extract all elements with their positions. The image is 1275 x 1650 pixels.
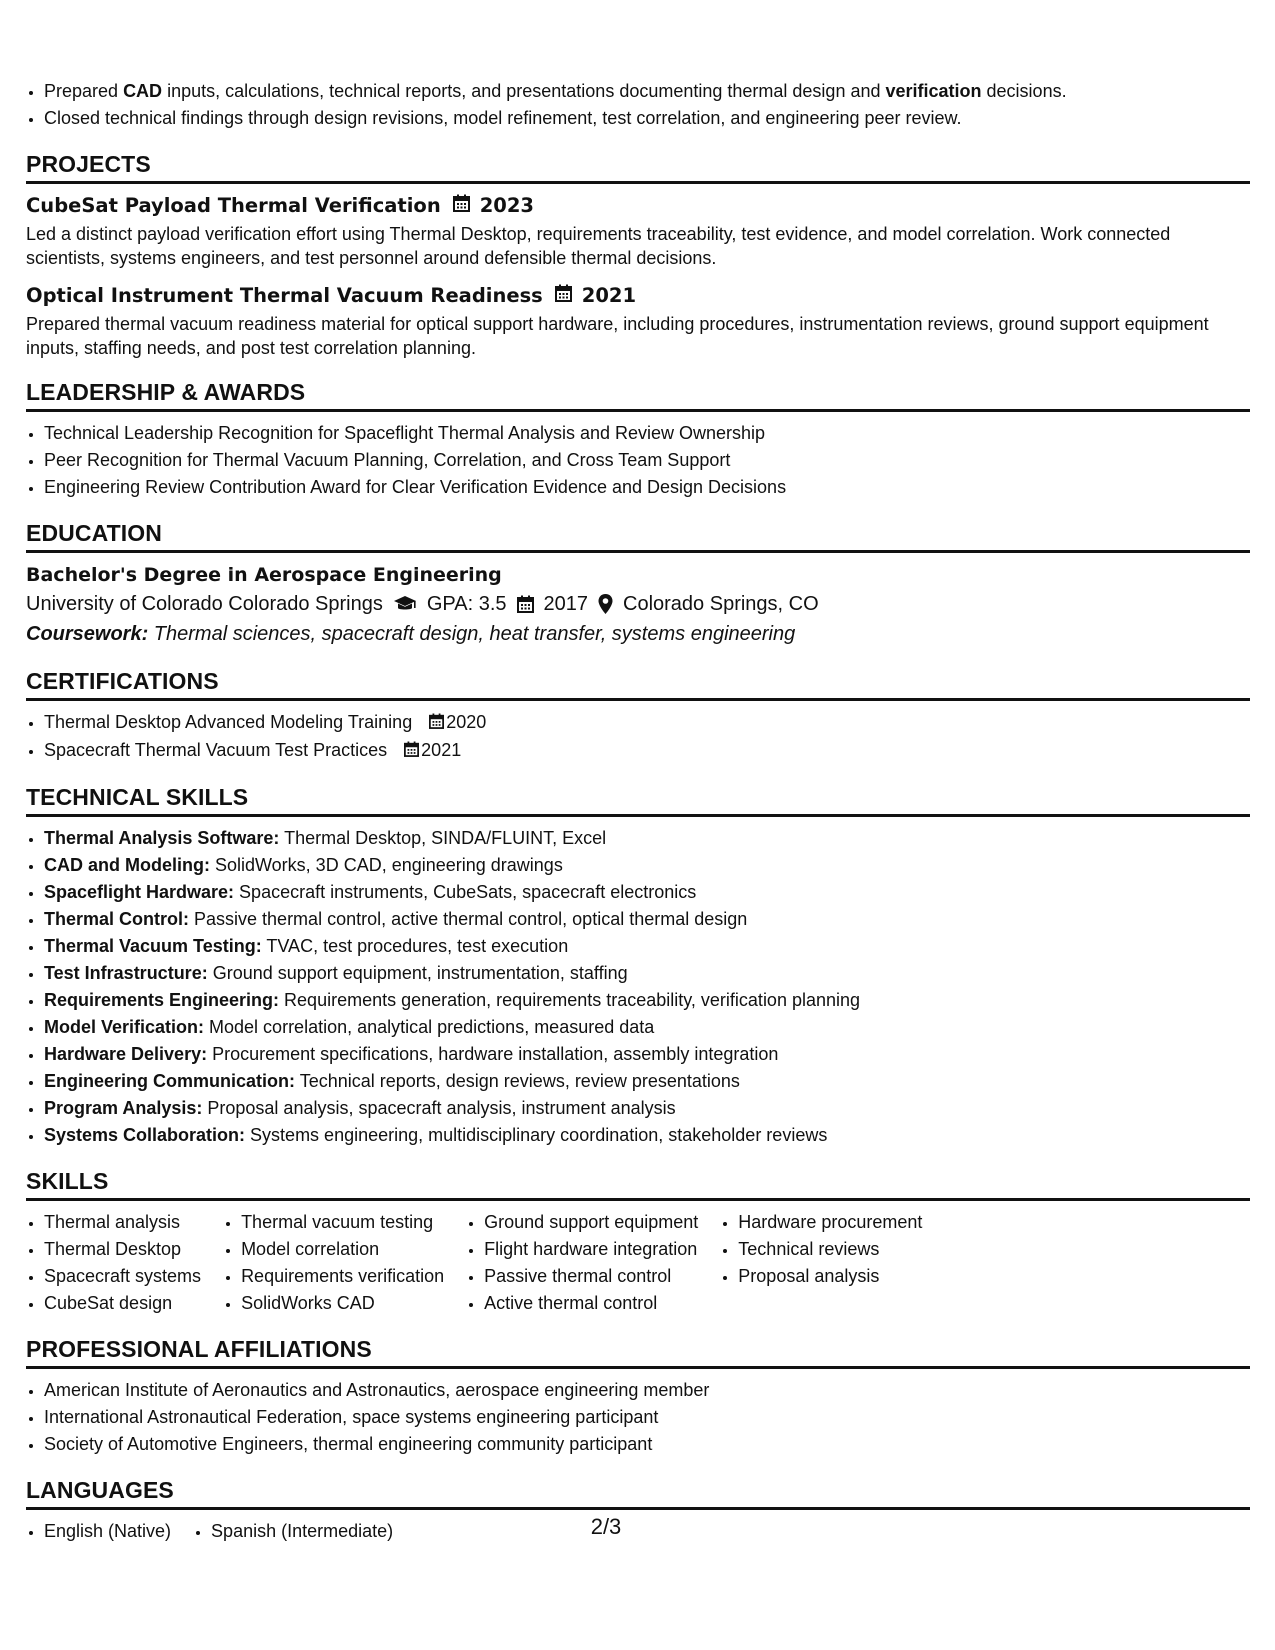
experience-bullets bbox=[26, 78, 1250, 132]
list-item bbox=[44, 1095, 1250, 1122]
list-item: • Ground support equipment bbox=[484, 1209, 698, 1236]
school-name: University of Colorado Colorado Springs bbox=[26, 593, 383, 615]
list-item: • Peer Recognition for Thermal Vacuum Planning, Correlation, and Cross Team Support bbox=[44, 447, 1250, 474]
skill-category: CAD and Modeling: bbox=[44, 854, 210, 875]
skill-values: Technical reports, design reviews, review presentations bbox=[295, 1070, 740, 1091]
graduation-cap-icon bbox=[393, 595, 417, 613]
education-section bbox=[26, 518, 1250, 649]
school-location: Colorado Springs, CO bbox=[623, 593, 819, 615]
skill-category: Requirements Engineering: bbox=[44, 989, 280, 1010]
list-item bbox=[44, 879, 1250, 906]
technical-skills-list bbox=[26, 825, 1250, 1149]
page-number: 2/3 bbox=[590, 1514, 622, 1539]
bullet-text: Closed technical findings through design revisions, model refinement, test correlation, and engineering peer review. bbox=[44, 108, 962, 128]
project-name: Optical Instrument Thermal Vacuum Readiness bbox=[26, 284, 543, 307]
skills-section bbox=[26, 1166, 1250, 1317]
list-item bbox=[44, 1068, 1250, 1095]
list-item bbox=[44, 1014, 1250, 1041]
project-year: 2021 bbox=[581, 284, 637, 307]
bullet-text: decisions. bbox=[981, 81, 1067, 101]
list-item bbox=[44, 933, 1250, 960]
certification-year: 2020 bbox=[446, 712, 487, 732]
coursework-text: Thermal sciences, spacecraft design, heat transfer, systems engineering bbox=[148, 623, 796, 645]
list-item bbox=[44, 987, 1250, 1014]
skill-category: Engineering Communication: bbox=[44, 1070, 296, 1091]
list-item: • Spacecraft systems bbox=[44, 1263, 201, 1290]
skill-category: Hardware Delivery: bbox=[44, 1043, 208, 1064]
list-item: • CubeSat design bbox=[44, 1290, 201, 1317]
list-item bbox=[44, 737, 1250, 765]
list-item: • Thermal Desktop bbox=[44, 1236, 201, 1263]
project-description: Prepared thermal vacuum readiness material for optical support hardware, including procedures, instrumentation reviews, ground support equipment inputs, staffing needs, and post test correlation planning. bbox=[26, 314, 1209, 358]
list-item: • English (Native) bbox=[44, 1518, 171, 1545]
list-item bbox=[44, 906, 1250, 933]
coursework-label: Coursework: bbox=[26, 623, 149, 645]
list-item: • Spanish (Intermediate) bbox=[211, 1518, 393, 1545]
list-item bbox=[44, 78, 1250, 105]
awards-list bbox=[26, 420, 1250, 501]
list-item: • Technical Leadership Recognition for Spaceflight Thermal Analysis and Review Ownership bbox=[44, 420, 1250, 447]
list-item: • International Astronautical Federation, space systems engineering participant bbox=[44, 1404, 1250, 1431]
calendar-icon bbox=[404, 738, 419, 765]
project-entry bbox=[26, 192, 1250, 270]
skill-values: Model correlation, analytical predictions, measured data bbox=[204, 1016, 655, 1037]
list-item: • Active thermal control bbox=[484, 1290, 698, 1317]
list-item bbox=[44, 105, 1250, 132]
certification-name: Spacecraft Thermal Vacuum Test Practices bbox=[44, 739, 388, 760]
calendar-icon bbox=[429, 710, 444, 737]
leadership-section bbox=[26, 377, 1250, 501]
project-description: Led a distinct payload verification effort using Thermal Desktop, requirements traceability, test evidence, and model correlation. Work connected scientists, systems engineers, and test personnel around defensible thermal decisions. bbox=[26, 224, 1171, 268]
skill-category: Test Infrastructure: bbox=[44, 962, 208, 983]
skill-values: Requirements generation, requirements traceability, verification planning bbox=[279, 989, 861, 1010]
skill-values: Passive thermal control, active thermal control, optical thermal design bbox=[189, 908, 748, 929]
certifications-list bbox=[26, 709, 1250, 765]
certification-name: Thermal Desktop Advanced Modeling Training bbox=[44, 712, 413, 732]
skills-column bbox=[720, 1209, 922, 1317]
certification-year: 2021 bbox=[421, 739, 462, 760]
skills-columns bbox=[26, 1209, 1250, 1317]
list-item: • Proposal analysis bbox=[738, 1263, 922, 1290]
section-title: CERTIFICATIONS bbox=[26, 666, 1250, 701]
list-item: • Hardware procurement bbox=[738, 1209, 922, 1236]
bullet-text: Prepared bbox=[44, 81, 124, 101]
list-item: • Technical reviews bbox=[738, 1236, 922, 1263]
list-item: • American Institute of Aeronautics and Astronautics, aerospace engineering member bbox=[44, 1377, 1250, 1404]
project-header bbox=[26, 282, 1250, 310]
section-title: LANGUAGES bbox=[26, 1475, 1250, 1510]
skill-values: Ground support equipment, instrumentation, staffing bbox=[207, 962, 628, 983]
skill-values: Spacecraft instruments, CubeSats, spacecraft electronics bbox=[234, 881, 697, 902]
bullet-text: inputs, calculations, technical reports, and presentations documenting thermal design and bbox=[162, 81, 886, 101]
resume-page bbox=[26, 78, 1250, 1545]
list-item bbox=[44, 852, 1250, 879]
section-title: PROJECTS bbox=[26, 149, 1250, 184]
skill-values: Procurement specifications, hardware installation, assembly integration bbox=[207, 1043, 779, 1064]
section-title: EDUCATION bbox=[26, 518, 1250, 553]
list-item: • Thermal analysis bbox=[44, 1209, 201, 1236]
list-item: • Society of Automotive Engineers, thermal engineering community participant bbox=[44, 1431, 1250, 1458]
list-item bbox=[44, 1041, 1250, 1068]
skill-values: TVAC, test procedures, test execution bbox=[261, 935, 569, 956]
skills-column bbox=[223, 1209, 444, 1317]
project-year: 2023 bbox=[479, 194, 534, 217]
bullet-bold-text: CAD bbox=[123, 81, 163, 101]
list-item: • SolidWorks CAD bbox=[241, 1290, 444, 1317]
list-item bbox=[44, 960, 1250, 987]
list-item: • Passive thermal control bbox=[484, 1263, 698, 1290]
project-entry bbox=[26, 282, 1250, 360]
skill-values: SolidWorks, 3D CAD, engineering drawings bbox=[209, 854, 563, 875]
skill-category: Thermal Vacuum Testing: bbox=[44, 935, 262, 956]
coursework bbox=[26, 619, 1250, 649]
bullet-bold-text: verification bbox=[885, 81, 982, 101]
list-item: • Model correlation bbox=[241, 1236, 444, 1263]
skill-category: Model Verification: bbox=[44, 1016, 205, 1037]
gpa: GPA: 3.5 bbox=[426, 593, 507, 615]
list-item bbox=[44, 825, 1250, 852]
projects-section bbox=[26, 149, 1250, 360]
skill-category: Program Analysis: bbox=[44, 1097, 203, 1118]
skills-column bbox=[26, 1209, 201, 1317]
degree-title: Bachelor's Degree in Aerospace Engineering bbox=[26, 564, 502, 586]
section-title: PROFESSIONAL AFFILIATIONS bbox=[26, 1334, 1250, 1369]
skill-values: Proposal analysis, spacecraft analysis, instrument analysis bbox=[202, 1097, 676, 1118]
skill-category: Thermal Control: bbox=[44, 908, 190, 929]
map-pin-icon bbox=[598, 594, 613, 614]
section-title: SKILLS bbox=[26, 1166, 1250, 1201]
project-name: CubeSat Payload Thermal Verification bbox=[26, 194, 441, 217]
certifications-section bbox=[26, 666, 1250, 765]
list-item: • Thermal vacuum testing bbox=[241, 1209, 444, 1236]
section-title: TECHNICAL SKILLS bbox=[26, 782, 1250, 817]
list-item: • Engineering Review Contribution Award for Clear Verification Evidence and Design Decisions bbox=[44, 474, 1250, 501]
list-item: • Flight hardware integration bbox=[484, 1236, 698, 1263]
education-details bbox=[26, 589, 1250, 619]
skill-values: Thermal Desktop, SINDA/FLUINT, Excel bbox=[279, 827, 607, 848]
list-item bbox=[44, 709, 1250, 737]
skill-category: Thermal Analysis Software: bbox=[44, 827, 280, 848]
calendar-icon bbox=[555, 282, 572, 310]
skills-column bbox=[466, 1209, 698, 1317]
list-item: • Requirements verification bbox=[241, 1263, 444, 1290]
calendar-icon bbox=[453, 192, 470, 220]
skill-category: Systems Collaboration: bbox=[44, 1124, 246, 1145]
skill-category: Spaceflight Hardware: bbox=[44, 881, 235, 902]
skill-values: Systems engineering, multidisciplinary coordination, stakeholder reviews bbox=[245, 1124, 828, 1145]
calendar-icon bbox=[517, 595, 534, 613]
affiliations-section bbox=[26, 1334, 1250, 1458]
graduation-year: 2017 bbox=[543, 593, 589, 615]
project-header bbox=[26, 192, 1250, 220]
list-item bbox=[44, 1122, 1250, 1149]
affiliations-list bbox=[26, 1377, 1250, 1458]
technical-skills-section bbox=[26, 782, 1250, 1149]
section-title: LEADERSHIP & AWARDS bbox=[26, 377, 1250, 412]
